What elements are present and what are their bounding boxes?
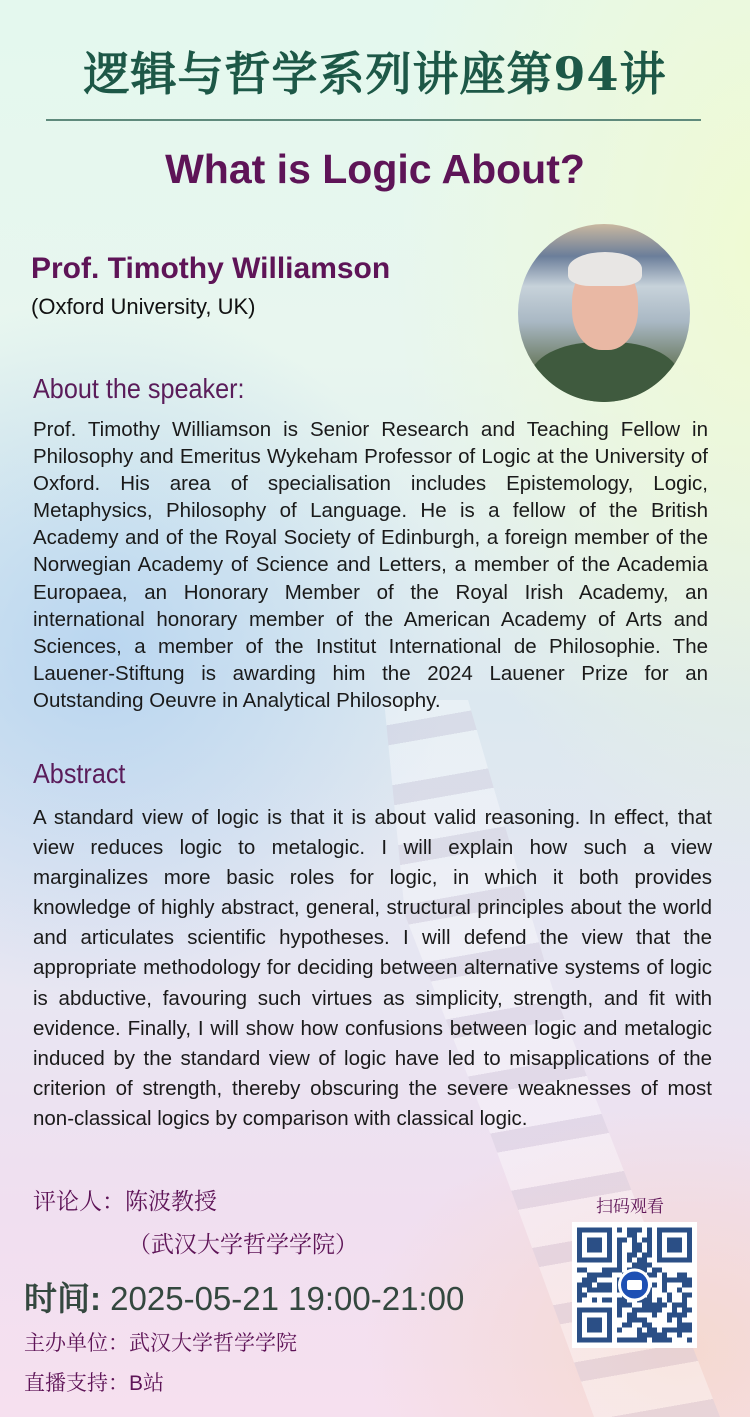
speaker-photo	[518, 224, 690, 402]
host-organizer: 主办单位：武汉大学哲学学院	[24, 1332, 297, 1355]
abstract-text: A standard view of logic is that it is about valid reasoning. In effect, that view reduces logic to metalogic. I will explain how such a view marginalizes more basic roles for logic, in which it both provides knowledge of highly abstract, general, structural principles about the world and articulates scientific hypotheses. I will defend the view that the appropriate methodology for deciding between alternative systems of logic is abductive, favouring such virtues as simplicity, strength, and fit with evidence. Finally, I will show how confusions between logic and metalogic induced by the standard view of logic have led to misapplications of the criterion of strength, thereby obscuring the severe weaknesses of most non-classical logics by comparison with classical logic.	[33, 806, 712, 1130]
commenter: 评论人：陈波教授	[33, 1188, 217, 1214]
live-stream-support: 直播支持：B站	[24, 1372, 165, 1395]
qr-caption: 扫码观看	[596, 1197, 664, 1216]
abstract-heading: Abstract	[33, 758, 126, 789]
time-label: 时间:	[24, 1280, 101, 1317]
commenter-affiliation: （武汉大学哲学学院）	[128, 1231, 358, 1257]
about-heading: About the speaker:	[33, 373, 245, 404]
qr-code-image	[572, 1222, 697, 1348]
divider	[46, 119, 701, 121]
time-value: 2025-05-21 19:00-21:00	[110, 1280, 465, 1317]
series-title: 逻辑与哲学系列讲座第94讲	[83, 47, 667, 101]
speaker-affiliation: (Oxford University, UK)	[31, 294, 256, 319]
qr-code[interactable]	[572, 1222, 697, 1348]
speaker-name: Prof. Timothy Williamson	[31, 252, 391, 285]
lecture-title: What is Logic About?	[165, 146, 585, 192]
event-time	[24, 1273, 464, 1320]
speaker-bio: Prof. Timothy Williamson is Senior Research and Teaching Fellow in Philosophy and Emeritus Wykeham Professor of Logic at the University of Oxford. His area of specialisation includes Epistemology, Logic, Metaphysics, Philosophy of Language. He is a fellow of the British Academy and of the Royal Society of Edinburgh, a foreign member of the Norwegian Academy of Science and Letters, a member of the Academia Europaea, an Honorary Member of the Royal Irish Academy, an international honorary member of the American Academy of Arts and Sciences, a member of the Institut International de Philosophie. The Lauener-Stiftung is awarding him the 2024 Lauener Prize for an Outstanding Oeuvre in Analytical Philosophy.	[33, 418, 708, 712]
